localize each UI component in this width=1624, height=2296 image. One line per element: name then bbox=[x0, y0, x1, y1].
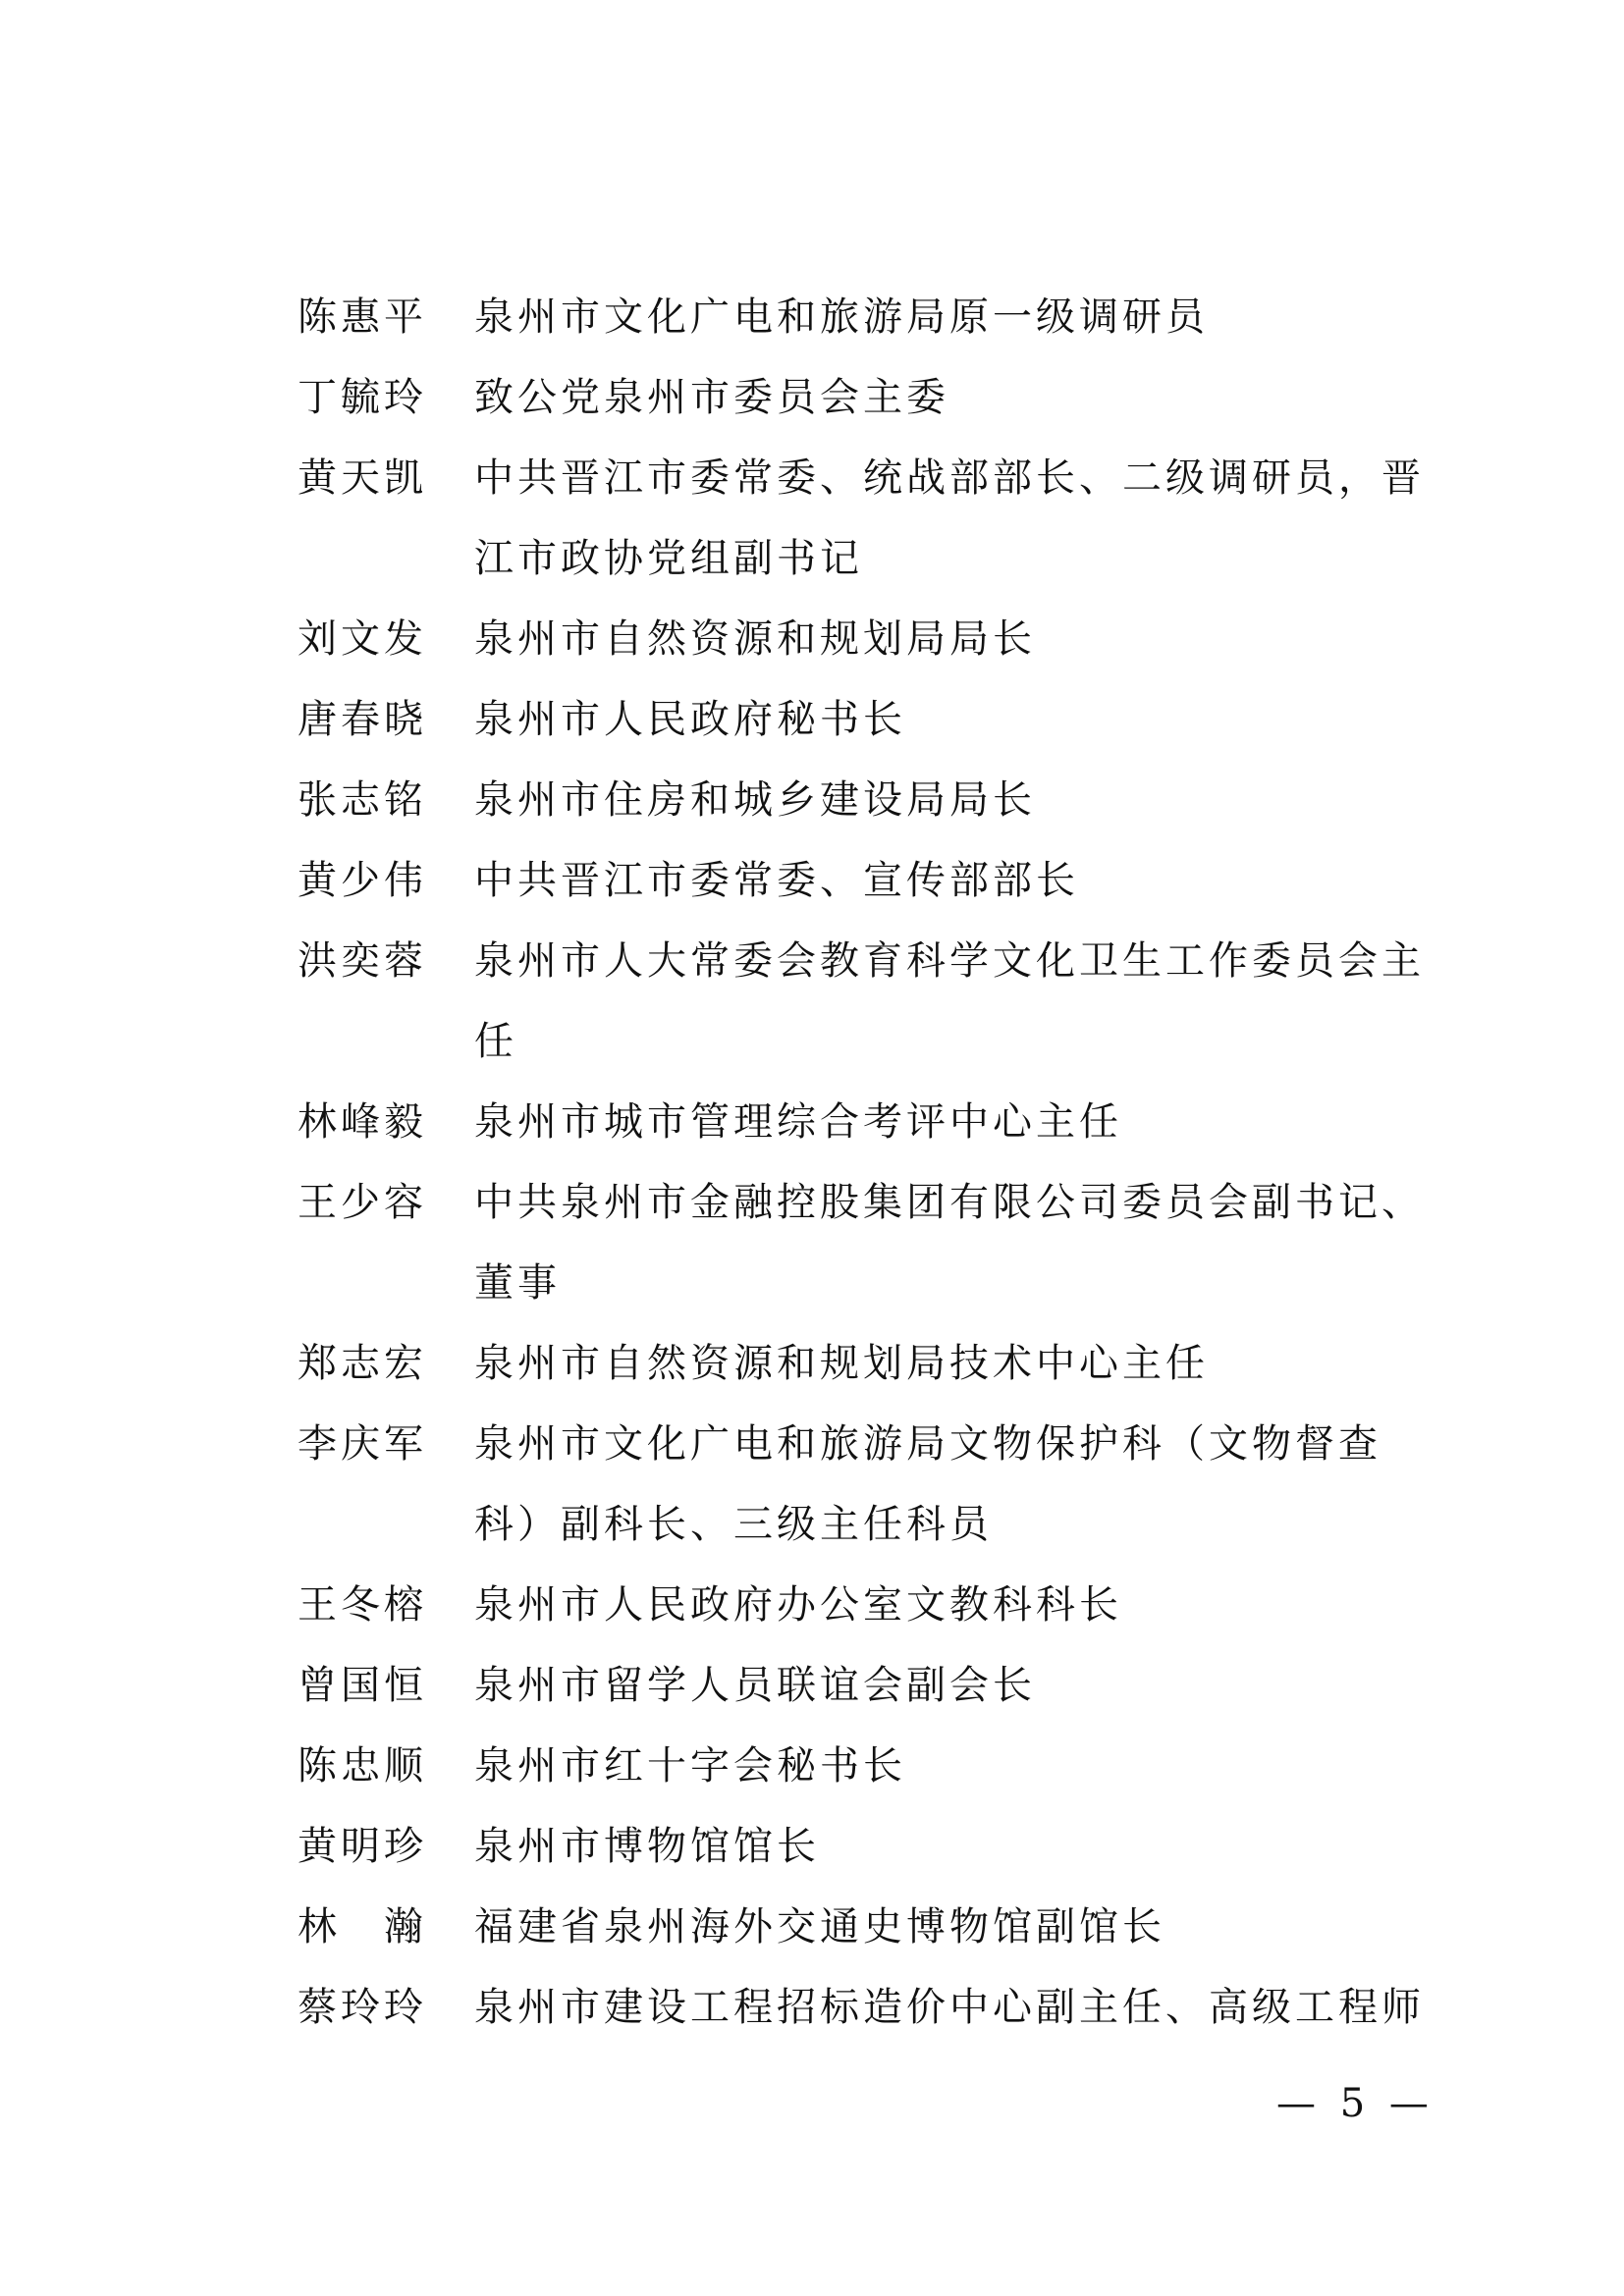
member-entry bbox=[298, 1967, 1436, 2048]
member-title: 泉州市博物馆馆长 bbox=[474, 1824, 820, 1869]
member-title: 中共晋江市委常委、统战部部长、二级调研员，晋江市政协党组副书记 bbox=[474, 455, 1425, 581]
member-title: 泉州市自然资源和规划局局长 bbox=[474, 616, 1036, 662]
member-title: 泉州市留学人员联谊会副会长 bbox=[474, 1663, 1036, 1708]
member-entry bbox=[298, 1162, 1436, 1323]
member-name: 王少容 bbox=[298, 1180, 427, 1225]
member-name: 蔡玲玲 bbox=[298, 1985, 427, 2030]
member-name: 刘文发 bbox=[298, 616, 427, 662]
member-name: 丁毓玲 bbox=[298, 375, 427, 420]
member-name: 黄明珍 bbox=[298, 1824, 427, 1869]
member-entry bbox=[298, 1565, 1436, 1645]
member-entry bbox=[298, 1404, 1436, 1565]
member-title: 泉州市红十字会秘书长 bbox=[474, 1743, 906, 1789]
member-title: 致公党泉州市委员会主委 bbox=[474, 375, 949, 420]
member-entry bbox=[298, 1726, 1436, 1806]
member-title: 泉州市城市管理综合考评中心主任 bbox=[474, 1099, 1122, 1145]
member-list bbox=[298, 277, 1436, 2048]
member-entry bbox=[298, 840, 1436, 921]
member-name: 黄天凯 bbox=[298, 455, 427, 501]
member-title: 福建省泉州海外交通史博物馆副馆长 bbox=[474, 1904, 1165, 1949]
member-title: 泉州市建设工程招标造价中心副主任、高级工程师 bbox=[474, 1985, 1425, 2030]
member-title: 泉州市自然资源和规划局技术中心主任 bbox=[474, 1341, 1209, 1386]
member-title: 泉州市文化广电和旅游局文物保护科（文物督查科）副科长、三级主任科员 bbox=[474, 1421, 1381, 1547]
member-entry bbox=[298, 277, 1436, 357]
member-name: 张志铭 bbox=[298, 777, 427, 823]
member-entry bbox=[298, 599, 1436, 679]
member-name: 唐春晓 bbox=[298, 697, 427, 742]
member-name: 陈惠平 bbox=[298, 294, 427, 340]
member-title: 泉州市文化广电和旅游局原一级调研员 bbox=[474, 294, 1209, 340]
member-name: 林峰毅 bbox=[298, 1099, 427, 1145]
member-name: 陈忠顺 bbox=[298, 1743, 427, 1789]
member-entry bbox=[298, 679, 1436, 760]
member-title: 中共晋江市委常委、宣传部部长 bbox=[474, 858, 1079, 903]
member-title: 泉州市人民政府办公室文教科科长 bbox=[474, 1582, 1122, 1628]
member-entry bbox=[298, 1082, 1436, 1162]
member-name: 郑志宏 bbox=[298, 1341, 427, 1386]
member-title: 泉州市住房和城乡建设局局长 bbox=[474, 777, 1036, 823]
member-title: 泉州市人大常委会教育科学文化卫生工作委员会主任 bbox=[474, 938, 1425, 1064]
member-entry bbox=[298, 1887, 1436, 1967]
member-name: 王冬榕 bbox=[298, 1582, 427, 1628]
member-title: 泉州市人民政府秘书长 bbox=[474, 697, 906, 742]
member-entry bbox=[298, 1806, 1436, 1887]
member-entry bbox=[298, 357, 1436, 438]
member-entry bbox=[298, 1323, 1436, 1404]
member-name: 黄少伟 bbox=[298, 858, 427, 903]
member-name: 林 瀚 bbox=[298, 1904, 427, 1949]
member-entry bbox=[298, 760, 1436, 840]
member-entry bbox=[298, 921, 1436, 1082]
member-title: 中共泉州市金融控股集团有限公司委员会副书记、董事 bbox=[474, 1180, 1425, 1306]
page-number: — 5 — bbox=[1276, 2081, 1435, 2126]
member-entry bbox=[298, 1645, 1436, 1726]
member-name: 李庆军 bbox=[298, 1421, 427, 1467]
member-name: 洪奕蓉 bbox=[298, 938, 427, 984]
member-name: 曾国恒 bbox=[298, 1663, 427, 1708]
member-entry bbox=[298, 438, 1436, 599]
